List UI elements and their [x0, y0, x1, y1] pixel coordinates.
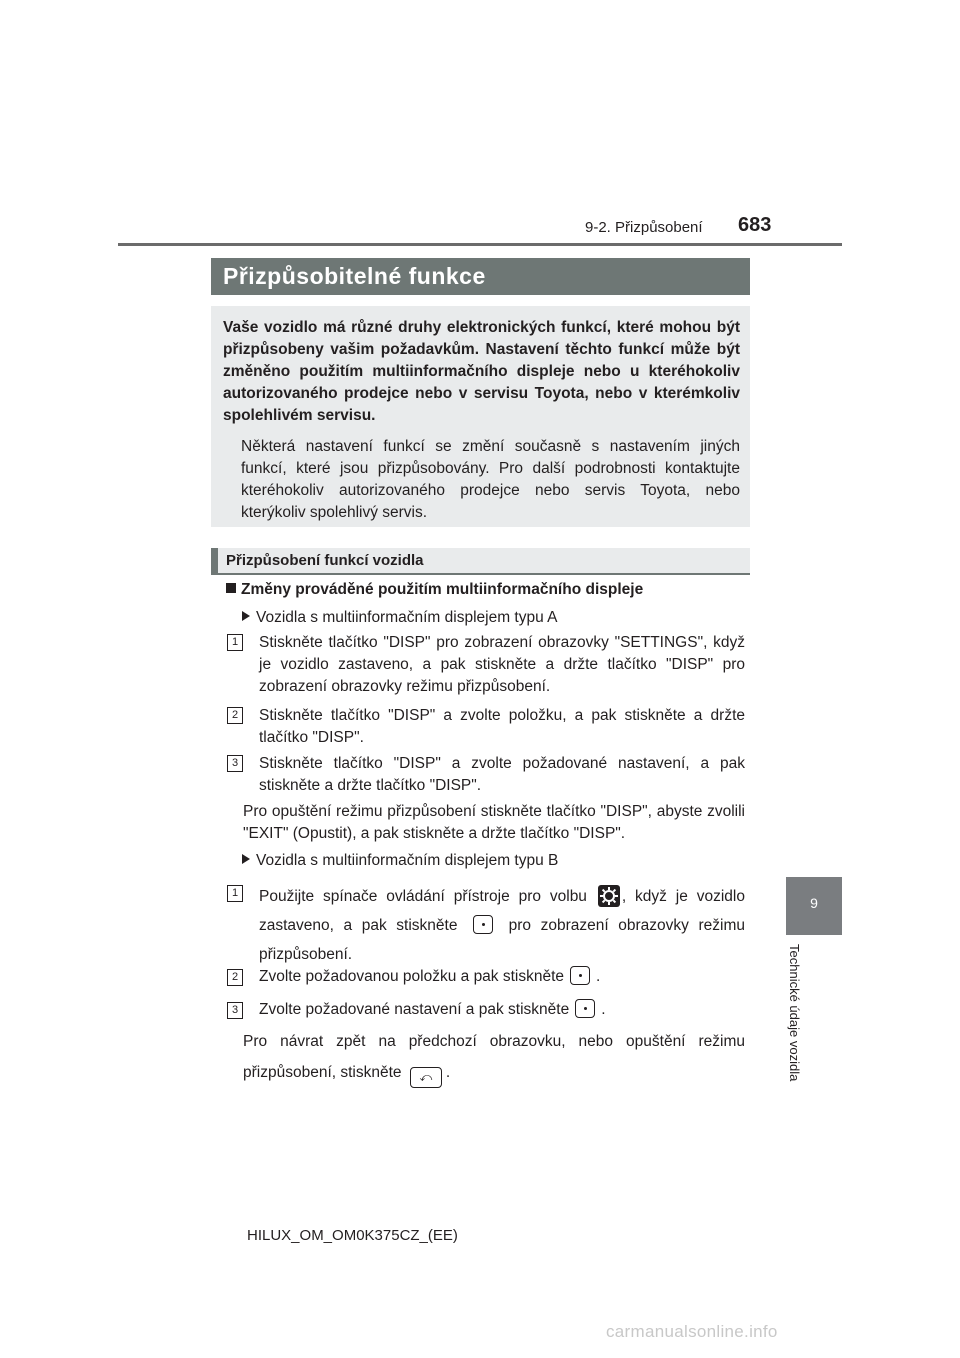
step-number: 1 — [227, 885, 243, 902]
enter-button-icon — [570, 966, 590, 985]
note-text — [243, 1026, 745, 1088]
step-text-part: , když je vozidlo zastaveno, a pak stiskněte — [259, 888, 745, 934]
triangle-bullet-icon — [242, 611, 250, 621]
step-text-part: pro zobrazení obrazovky režimu přizpůsobení. — [259, 917, 745, 963]
note-text: Pro opuštění režimu přizpůsobení stiskněte tlačítko "DISP", abyste zvolili "EXIT" (Opustit), a pak stiskněte a držte tlačítko "DISP". — [243, 803, 745, 842]
step-text — [259, 966, 745, 988]
enter-button-icon — [575, 999, 595, 1018]
step-text — [259, 882, 745, 969]
step-number: 1 — [227, 634, 243, 651]
step-text-part: Použijte spínače ovládání přístroje pro volbu — [259, 888, 587, 905]
subsection-heading: Přizpůsobení funkcí vozidla — [211, 548, 750, 575]
chapter-tab: 9 — [786, 877, 842, 935]
square-bullet-icon — [226, 583, 236, 593]
step-text: Stiskněte tlačítko "DISP" pro zobrazení obrazovky "SETTINGS", když je vozidlo zastaveno, a pak stiskněte a držte tlačítko "DISP" pro zobrazení obrazovky režimu přizpůsobení. — [259, 634, 745, 695]
step-text-part: Zvolte požadované nastavení a pak stiskněte — [259, 1001, 570, 1018]
enter-button-icon — [473, 915, 493, 934]
subheading-text: Změny prováděné použitím multiinformačního displeje — [241, 581, 644, 598]
variant-b-text: Vozidla s multiinformačním displejem typu B — [256, 852, 559, 869]
step-text-part: Zvolte požadovanou položku a pak stiskněte — [259, 968, 565, 985]
step-text: Stiskněte tlačítko "DISP" a zvolte požadované nastavení, a pak stiskněte a držte tlačítko "DISP". — [259, 755, 745, 794]
footer-code: HILUX_OM_OM0K375CZ_(EE) — [247, 1227, 458, 1244]
step-number: 2 — [227, 969, 243, 986]
variant-a-label — [242, 609, 558, 627]
step-text-end: . — [596, 968, 601, 985]
step-number: 2 — [227, 707, 243, 724]
note-text-part: Pro návrat zpět na předchozí obrazovku, nebo opuštění režimu přizpůsobení, stiskněte — [243, 1033, 745, 1081]
chapter-label: Technické údaje vozidla — [787, 944, 802, 1082]
page-number: 683 — [738, 214, 772, 236]
watermark: carmanualsonline.info — [606, 1322, 778, 1341]
subheading — [226, 581, 643, 599]
variant-a-text: Vozidla s multiinformačním displejem typu A — [256, 609, 558, 626]
gear-icon — [598, 885, 620, 907]
note-text-end: . — [445, 1064, 451, 1081]
triangle-bullet-icon — [242, 854, 250, 864]
intro-bold-text: Vaše vozidlo má různé druhy elektronických funkcí, které mohou být přizpůsobeny vašim požadavkům. Nastavení těchto funkcí může být změněno použitím multiinformačního displeje nebo u kteréhokoliv autorizovaného prodejce nebo v servisu Toyota, nebo v kterémkoliv spolehlivém servisu. — [223, 319, 740, 424]
step-text — [259, 999, 745, 1021]
step-text-end: . — [601, 1001, 606, 1018]
page-title: Přizpůsobitelné funkce — [211, 258, 750, 295]
header-rule — [118, 243, 842, 246]
header-section-title: 9-2. Přizpůsobení — [585, 219, 703, 236]
intro-box — [211, 306, 750, 527]
variant-b-label — [242, 852, 558, 870]
step-text: Stiskněte tlačítko "DISP" a zvolte položku, a pak stiskněte a držte tlačítko "DISP". — [259, 707, 745, 746]
step-number: 3 — [227, 1002, 243, 1019]
step-number: 3 — [227, 755, 243, 772]
back-button-icon: ⤺ — [410, 1067, 442, 1088]
intro-normal-text: Některá nastavení funkcí se změní současně s nastavením jiných funkcí, které jsou přizpůsobovány. Pro další podrobnosti kontaktujte kteréhokoliv autorizovaného prodejce nebo servis Toyota, nebo kterýkoliv spolehlivý servis. — [241, 438, 740, 521]
